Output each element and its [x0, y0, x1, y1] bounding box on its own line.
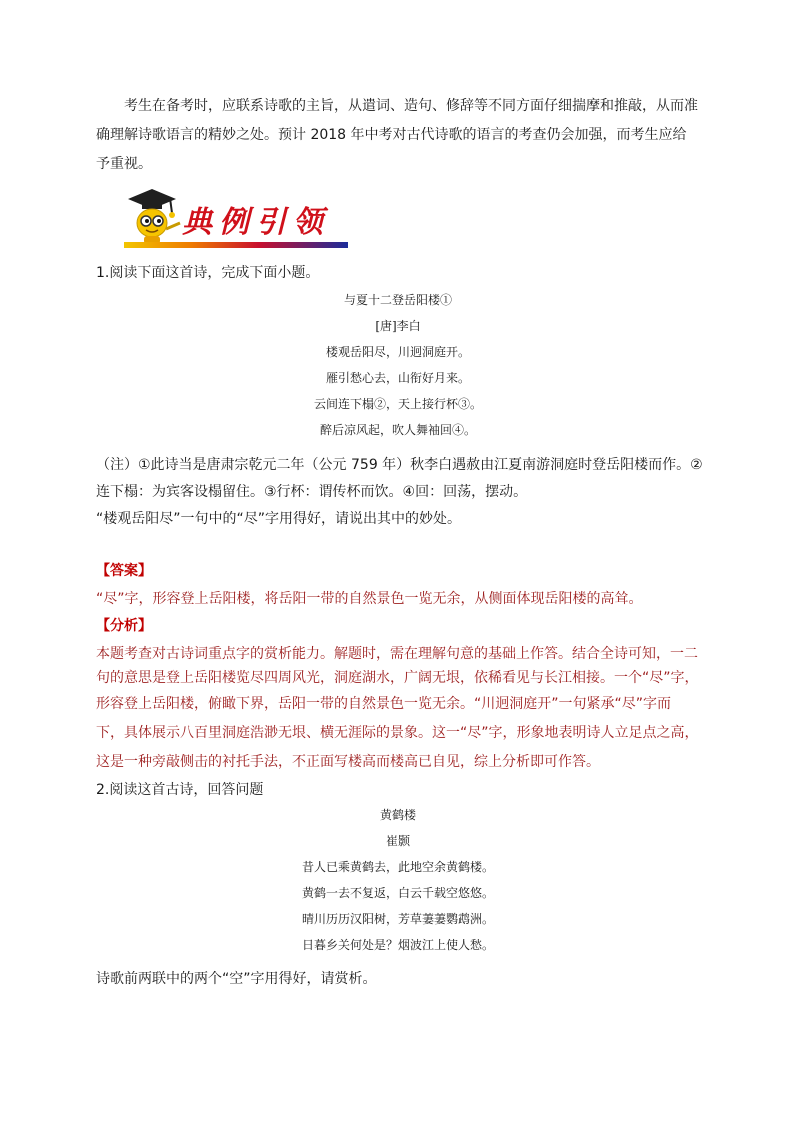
poem-line: 醉后凉风起，吹人舞袖回④。 [319, 423, 476, 437]
analysis-line: 本题考查对古诗词重点字的赏析能力。解题时，需在理解句意的基础上作答。结合全诗可知，一二 [96, 646, 698, 662]
banner-title: 典例引领 [182, 205, 330, 240]
poem-line: 楼观岳阳尽，川迥洞庭开。 [325, 345, 470, 359]
analysis-line: 这是一种旁敲侧击的衬托手法，不正面写楼高而楼高已自见，综上分析即可作答。 [96, 754, 600, 770]
poem-line: 云间连下榻②，天上接行杯③。 [313, 397, 482, 411]
poem-line: 黄鹤一去不复返，白云千载空悠悠。 [301, 886, 494, 900]
q1-question: “楼观岳阳尽”一句中的“尽”字用得好，请说出其中的妙处。 [96, 511, 462, 527]
analysis-line: 形容登上岳阳楼，俯瞰下界，岳阳一带的自然景色一览无余。“川迥洞庭开”一句紧承“尽”字而 [96, 696, 672, 712]
poem-line: 昔人已乘黄鹤去，此地空余黄鹤楼。 [301, 860, 494, 874]
analysis-line: 句的意思是登上岳阳楼览尽四周风光，洞庭湖水，广阔无垠，依稀看见与长江相接。一个“尽”字， [96, 670, 699, 686]
poem-title: 黄鹤楼 [379, 808, 416, 822]
poem-line: 日暮乡关何处是？烟波江上使人愁。 [301, 938, 494, 952]
q1-note-line: （注）①此诗当是唐肃宗乾元二年（公元 759 年）秋李白遇赦由江夏南游洞庭时登岳阳楼而作。② [96, 457, 703, 473]
poem-author: [唐]李白 [375, 319, 421, 333]
q1-poem [96, 287, 700, 443]
banner-underline [124, 242, 348, 248]
q2-question: 诗歌前两联中的两个“空”字用得好，请赏析。 [96, 971, 377, 987]
answer-tag: 【答案】 [96, 563, 152, 579]
q2-poem [96, 802, 700, 958]
section-banner [124, 185, 348, 251]
poem-line: 晴川历历汉阳树，芳草萋萋鹦鹉洲。 [301, 912, 494, 926]
q1-prompt: 1.阅读下面这首诗，完成下面小题。 [96, 265, 320, 281]
poem-line: 雁引愁心去，山衔好月来。 [325, 371, 470, 385]
analysis-tag: 【分析】 [96, 618, 152, 634]
intro-paragraph: 考生在备考时，应联系诗歌的主旨，从遣词、造句、修辞等不同方面仔细揣摩和推敲，从而准确理解诗歌语言的精妙之处。预计 2018 年中考对古代诗歌的语言的考查仍会加强，而考生应给予重视。 [96, 98, 698, 172]
poem-author: 崔颢 [385, 834, 410, 848]
q2-prompt: 2.阅读这首古诗，回答问题 [96, 782, 264, 798]
analysis-line: 下，具体展示八百里洞庭浩渺无垠、横无涯际的景象。这一“尽”字，形象地表明诗人立足点之高， [96, 725, 699, 741]
poem-title: 与夏十二登岳阳楼① [343, 293, 452, 307]
q1-note-line: 连下榻：为宾客设榻留住。③行杯：谓传杯而饮。④回：回荡，摆动。 [96, 484, 528, 500]
answer-text: “尽”字，形容登上岳阳楼，将岳阳一带的自然景色一览无余，从侧面体现岳阳楼的高耸。 [96, 591, 643, 607]
